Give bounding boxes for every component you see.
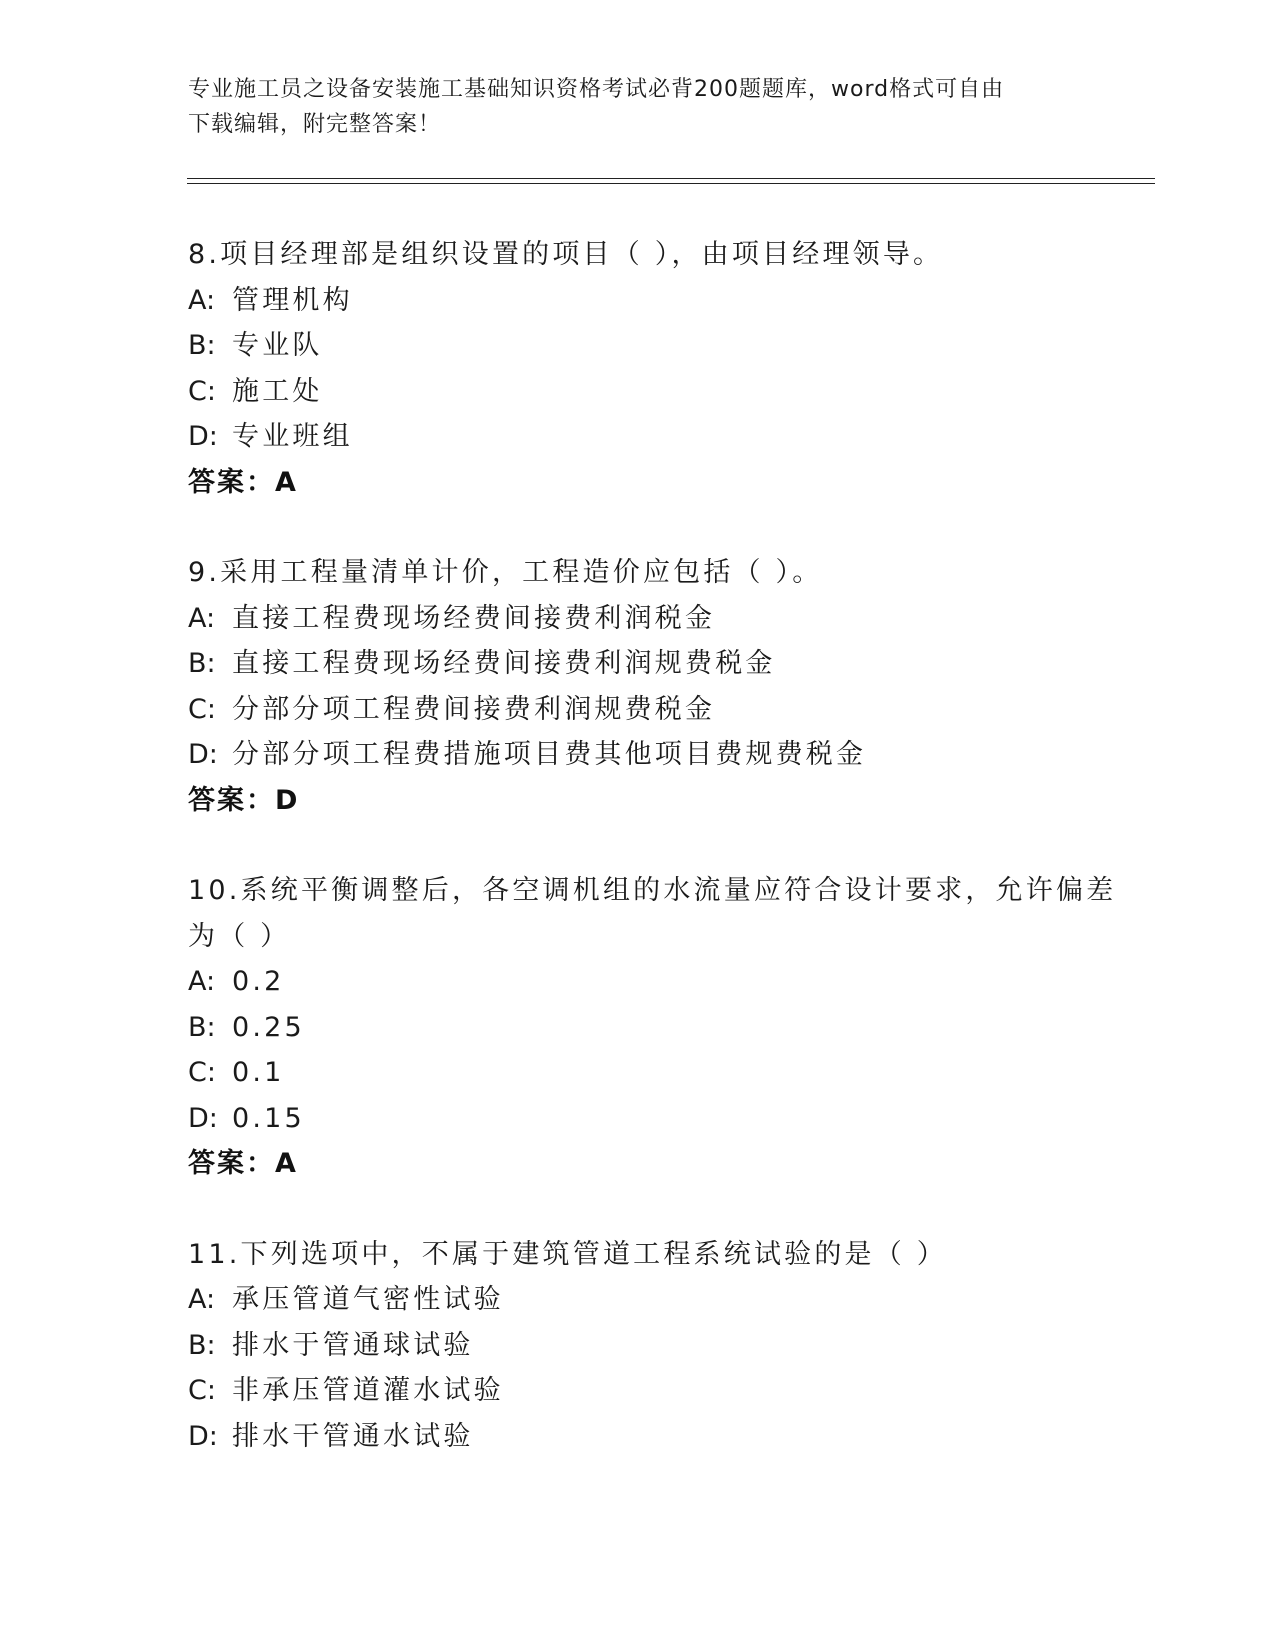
- option-letter: C:: [188, 1375, 216, 1406]
- option-a: [188, 596, 1088, 642]
- option-text: 专业队: [232, 330, 323, 361]
- option-text: 专业班组: [232, 421, 353, 452]
- option-letter: B:: [188, 330, 216, 361]
- option-text: 0.25: [232, 1011, 305, 1043]
- option-b: [188, 641, 1088, 687]
- option-d: [188, 1096, 1088, 1142]
- option-letter: C:: [188, 375, 216, 407]
- option-letter: C:: [188, 693, 216, 725]
- option-letter: A:: [188, 1284, 216, 1315]
- header-divider-bottom: [187, 183, 1155, 184]
- question-stem: 9.采用工程量清单计价，工程造价应包括（ ）。: [188, 557, 823, 588]
- option-c: [188, 687, 1088, 733]
- option-text: 分部分项工程费间接费利润规费税金: [232, 693, 716, 725]
- question-8: [188, 232, 1088, 505]
- option-d: [188, 414, 1088, 460]
- option-b: [188, 323, 1088, 369]
- spacer: [188, 505, 1088, 550]
- spacer: [188, 823, 1088, 868]
- spacer: [188, 1187, 1088, 1232]
- answer-line: 答案：D: [188, 784, 300, 816]
- option-letter: B:: [188, 648, 216, 679]
- header-line-1: 专业施工员之设备安装施工基础知识资格考试必背200题题库，word格式可自由: [188, 77, 1005, 102]
- option-text: 施工处: [232, 375, 323, 407]
- question-stem-line-2: 为（ ）: [188, 920, 291, 952]
- document-header: [188, 72, 1068, 142]
- option-text: 管理机构: [232, 284, 353, 316]
- question-stem: 8.项目经理部是组织设置的项目（ ），由项目经理领导。: [188, 239, 944, 270]
- option-text: 分部分项工程费措施项目费其他项目费规费税金: [232, 739, 867, 770]
- option-text: 0.15: [232, 1102, 305, 1134]
- option-b: [188, 1323, 1088, 1369]
- option-a: [188, 1277, 1088, 1323]
- option-letter: D:: [188, 421, 218, 452]
- option-d: [188, 1414, 1088, 1460]
- option-letter: A:: [188, 602, 216, 634]
- option-text: 0.2: [232, 966, 285, 997]
- question-11: [188, 1232, 1088, 1460]
- option-text: 排水干管通水试验: [232, 1420, 474, 1452]
- option-text: 承压管道气密性试验: [232, 1284, 504, 1315]
- option-text: 直接工程费现场经费间接费利润税金: [232, 602, 716, 634]
- option-letter: C:: [188, 1057, 216, 1088]
- option-letter: D:: [188, 1420, 218, 1452]
- question-9: [188, 550, 1088, 823]
- option-a: [188, 278, 1088, 324]
- header-divider-top: [187, 178, 1155, 179]
- option-c: [188, 369, 1088, 415]
- option-letter: D:: [188, 739, 218, 770]
- option-text: 排水于管通球试验: [232, 1329, 474, 1361]
- option-b: [188, 1005, 1088, 1051]
- option-text: 0.1: [232, 1057, 285, 1088]
- option-letter: B:: [188, 1329, 216, 1361]
- question-list: [188, 232, 1117, 1459]
- option-a: [188, 959, 1088, 1005]
- option-letter: B:: [188, 1011, 216, 1043]
- option-c: [188, 1368, 1088, 1414]
- option-d: [188, 732, 1088, 778]
- option-text: 直接工程费现场经费间接费利润规费税金: [232, 648, 776, 679]
- option-letter: A:: [188, 966, 216, 997]
- question-stem: 11.下列选项中，不属于建筑管道工程系统试验的是（ ）: [188, 1238, 947, 1270]
- question-10: [188, 868, 1117, 1187]
- option-c: [188, 1050, 1088, 1096]
- option-letter: D:: [188, 1102, 218, 1134]
- answer-line: 答案：A: [188, 466, 298, 498]
- header-line-2: 下载编辑，附完整答案！: [188, 112, 442, 137]
- option-letter: A:: [188, 284, 216, 316]
- option-text: 非承压管道灌水试验: [232, 1375, 504, 1406]
- answer-line: 答案：A: [188, 1148, 298, 1179]
- question-stem-line-1: 10.系统平衡调整后，各空调机组的水流量应符合设计要求，允许偏差: [188, 875, 1117, 906]
